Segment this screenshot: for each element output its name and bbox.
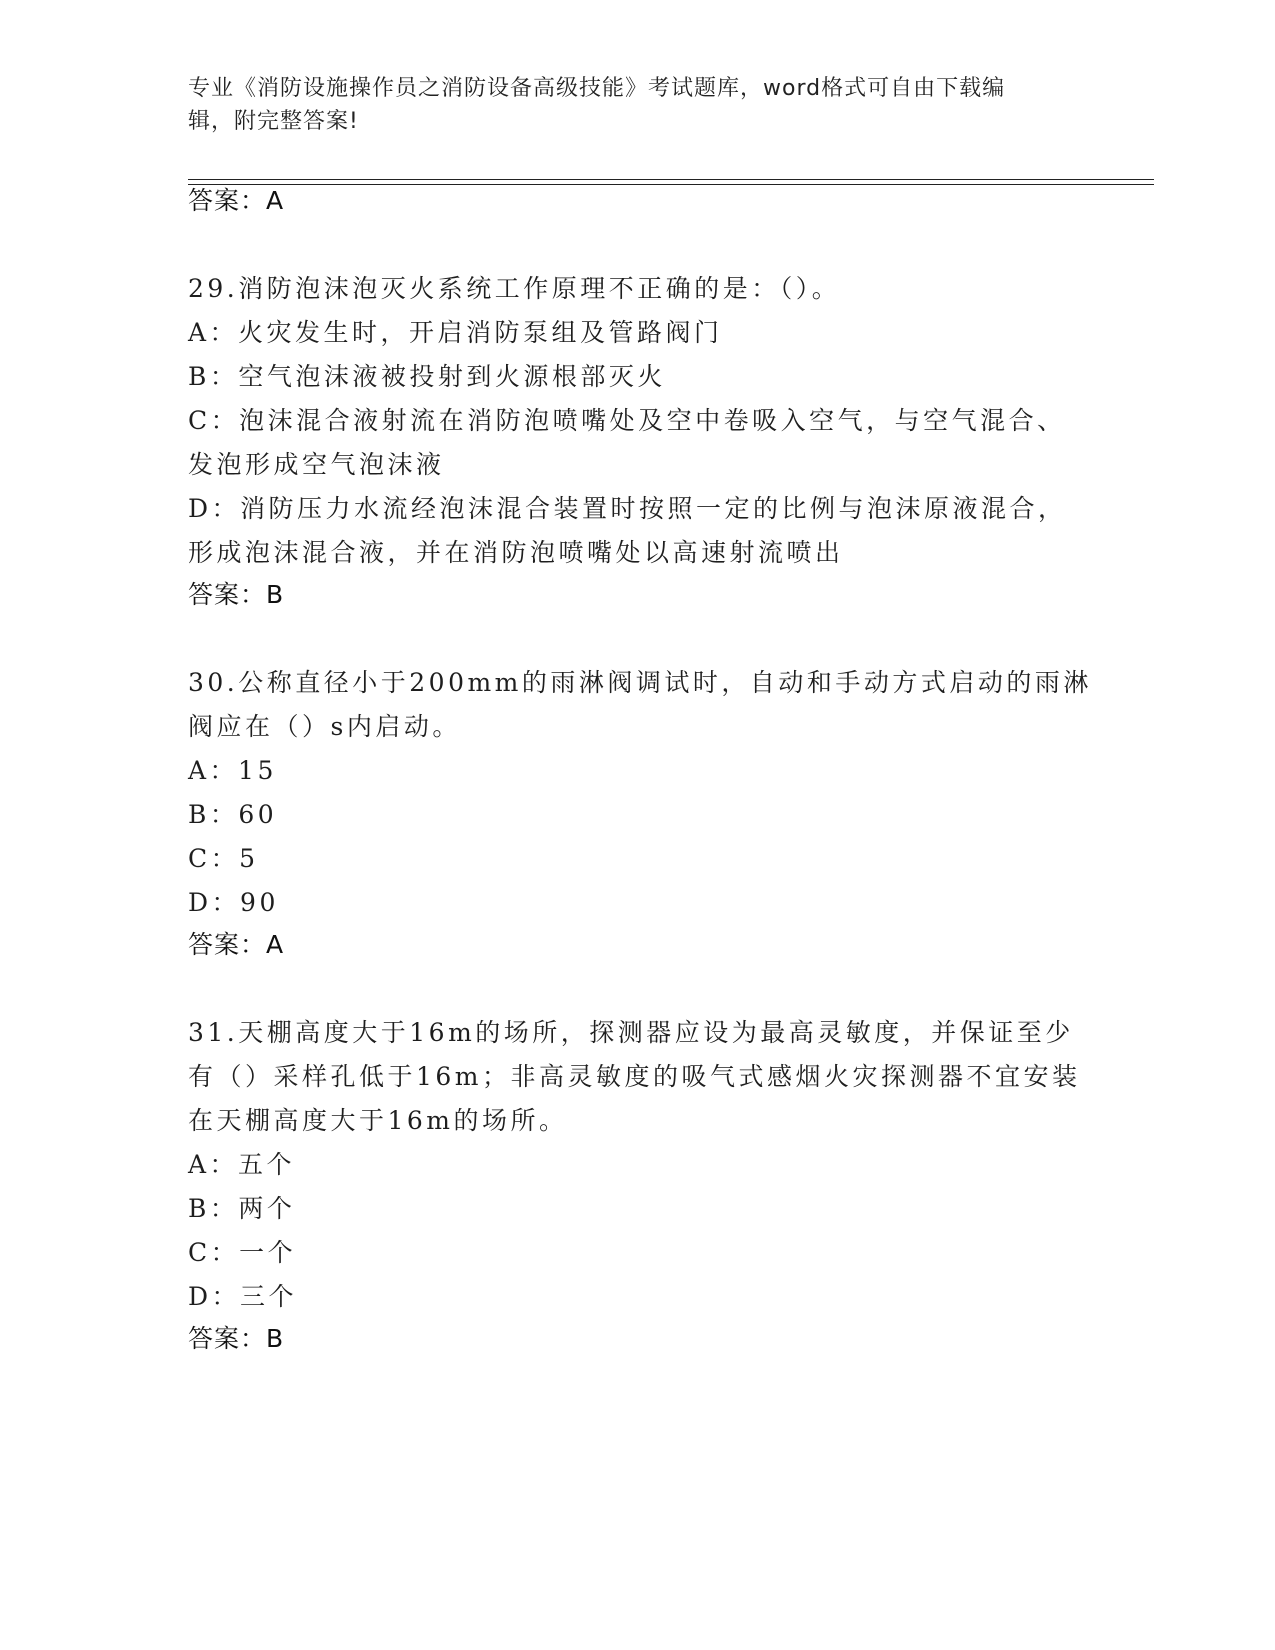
- question-29-option-d-line2: 形成泡沫混合液，并在消防泡喷嘴处以高速射流喷出: [188, 538, 844, 567]
- question-29-option-c-line2: 发泡形成空气泡沫液: [188, 450, 445, 479]
- question-31-stem-line2: 有（）采样孔低于16m；非高灵敏度的吸气式感烟火灾探测器不宜安装: [188, 1062, 1081, 1091]
- header-divider-top: [188, 179, 1154, 180]
- header-divider-bottom: [188, 184, 1154, 185]
- header-line-1: 专业《消防设施操作员之消防设备高级技能》考试题库，word格式可自由下载编: [188, 76, 1006, 101]
- question-31-option-c: C：一个: [188, 1238, 297, 1267]
- question-31-option-b: B：两个: [188, 1194, 296, 1223]
- question-30-option-d: D：90: [188, 888, 279, 917]
- question-29-stem: 29.消防泡沫泡灭火系统工作原理不正确的是：（）。: [188, 274, 841, 303]
- question-30-stem-line1: 30.公称直径小于200mm的雨淋阀调试时，自动和手动方式启动的雨淋: [188, 668, 1092, 697]
- question-29-option-c-line1: C：泡沫混合液射流在消防泡喷嘴处及空中卷吸入空气，与空气混合、: [188, 406, 1066, 435]
- answer-prev: 答案：A: [188, 186, 285, 215]
- question-30-stem-line2: 阀应在（）s内启动。: [188, 712, 461, 741]
- question-30-option-c: C：5: [188, 844, 259, 873]
- question-30-option-a: A：15: [188, 756, 277, 785]
- question-31-stem-line1: 31.天棚高度大于16m的场所，探测器应设为最高灵敏度，并保证至少: [188, 1018, 1074, 1047]
- question-29-option-a: A：火灾发生时，开启消防泵组及管路阀门: [188, 318, 723, 347]
- question-31-option-d: D：三个: [188, 1282, 298, 1311]
- answer-29: 答案：B: [188, 580, 285, 609]
- question-30-option-b: B：60: [188, 800, 278, 829]
- header-line-2: 辑，附完整答案!: [188, 109, 359, 134]
- answer-31: 答案：B: [188, 1324, 285, 1353]
- question-29-option-b: B：空气泡沫液被投射到火源根部灭火: [188, 362, 666, 391]
- question-31-stem-line3: 在天棚高度大于16m的场所。: [188, 1106, 568, 1135]
- answer-30: 答案：A: [188, 930, 285, 959]
- question-29-option-d-line1: D：消防压力水流经泡沫混合装置时按照一定的比例与泡沫原液混合，: [188, 494, 1067, 523]
- question-31-option-a: A：五个: [188, 1150, 296, 1179]
- document-header: [188, 72, 1068, 138]
